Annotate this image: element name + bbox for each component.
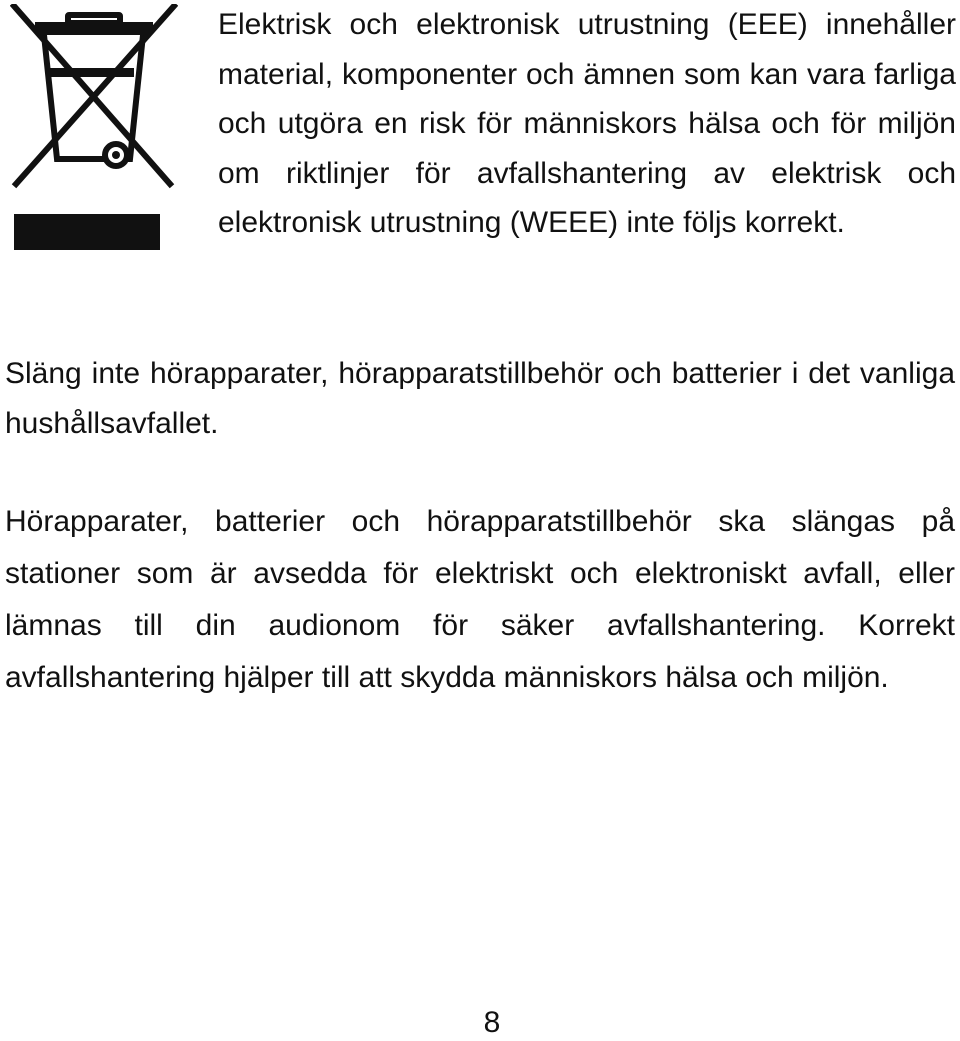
weee-warning-paragraph: Elektrisk och elektronisk utrustning (EEE) innehåller material, komponenter och ämnen som kan vara farliga och utgöra en risk för människors hälsa och för miljön om riktlinjer för avfallshantering av elektrisk och elektronisk utrustning (WEEE) inte följs korrekt.: [218, 8, 956, 239]
crossed-out-wheelie-bin-icon: [10, 4, 178, 254]
disposal-instruction-paragraph: Släng inte hörapparater, hörapparatstillbehör och batterier i det vanliga hushållsavfallet.: [5, 357, 955, 440]
page-number: 8: [483, 1006, 501, 1039]
recycling-guidance-paragraph: Hörapparater, batterier och hörapparatstillbehör ska slängas på stationer som är avsedda för elektriskt och elektroniskt avfall, eller lämnas till din audionom för säker avfallshantering. Korrekt avfallshantering hjälper till att skydda människors hälsa och miljön.: [5, 505, 955, 694]
